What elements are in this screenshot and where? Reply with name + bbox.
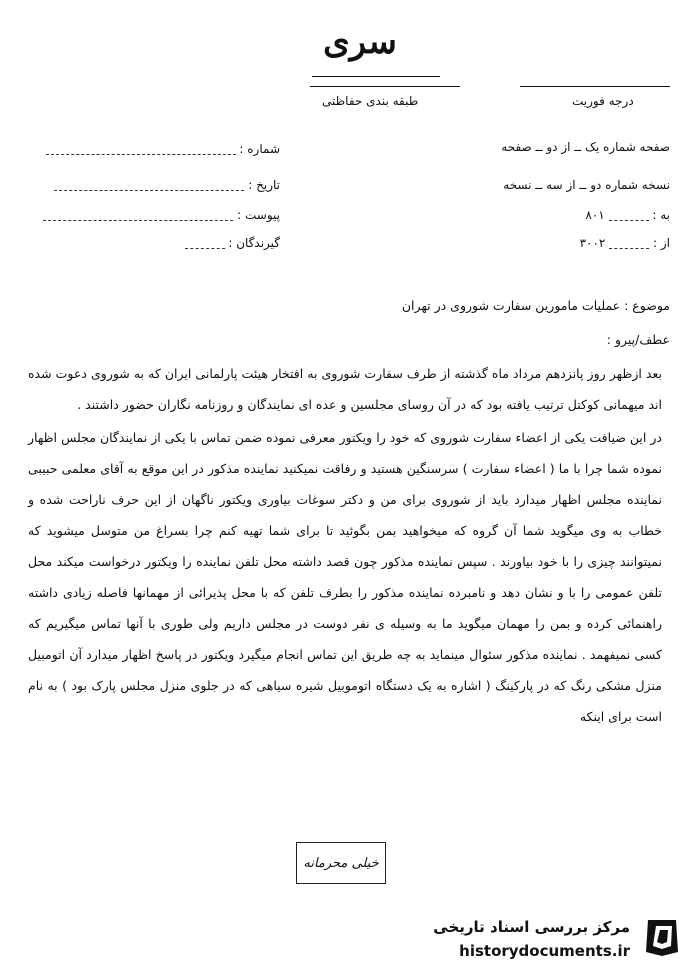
field-label: صفحه شماره: [603, 140, 670, 154]
signature-stamp: خیلی محرمانه: [296, 842, 386, 884]
watermark-title: مرکز بررسی اسناد تاریخی: [433, 918, 630, 936]
field-dash: [185, 238, 225, 249]
header-field-page: [501, 140, 670, 154]
header-field-from: [580, 236, 670, 250]
field-value: ۸۰۱: [585, 208, 605, 222]
subject-line: موضوع : عملیات مامورین سفارت شوروی در تهران: [401, 298, 670, 313]
field-label: تاریخ :: [248, 178, 280, 192]
classification-line: [310, 86, 460, 87]
field-value: دو ــ از سه ــ نسخه: [503, 178, 602, 192]
field-label: پیوست :: [237, 208, 280, 222]
header-field-number: [40, 142, 280, 156]
header-field-date: [40, 178, 280, 192]
field-dash: [609, 210, 649, 221]
field-label: گیرندگان :: [228, 236, 280, 250]
document-title: سری: [323, 22, 397, 62]
reference-line: عطف/پیرو :: [606, 332, 670, 347]
body-paragraph: بعد ازظهر روز پانزدهم مرداد ماه گذشته از طرف سفارت شوروی به افتخار هیئت پارلمانی ایران که به شوروی دعوت شده اند میهمانی کوکتل ترتیب یافته بود که در آن روسای مجلسین و عده ای نمایندگان و روزنامه نگاران حضور داشتند .: [28, 366, 662, 412]
field-dash: [609, 238, 649, 249]
classification-label: طبقه بندی حفاظتی: [322, 94, 419, 108]
field-label: نسخه شماره: [605, 178, 670, 192]
field-value: یک ــ از دو ــ صفحه: [501, 140, 600, 154]
header-field-recipients: [160, 236, 280, 250]
header-field-to: [585, 208, 670, 222]
field-label: از :: [653, 236, 670, 250]
letter-body: [28, 358, 662, 734]
field-dash: [43, 210, 233, 221]
field-dash: [46, 144, 236, 155]
field-value: ۳۰۰۲: [579, 236, 606, 250]
urgency-line: [520, 86, 670, 87]
field-label: به :: [652, 208, 670, 222]
urgency-label: درجه فوریت: [572, 94, 634, 108]
field-label: شماره :: [239, 142, 280, 156]
field-dash: [54, 180, 244, 191]
header-field-copy: [503, 178, 670, 192]
watermark-url: historydocuments.ir: [459, 942, 630, 960]
title-underline: [312, 76, 440, 77]
archive-logo-icon: [638, 912, 686, 960]
header-field-attachment: [40, 208, 280, 222]
body-paragraph: در این ضیافت یکی از اعضاء سفارت شوروی که خود را ویکتور معرفی نموده ضمن تماس با یکی از نمایندگان مجلس اظهار نموده شما چرا با ما ( اعضاء سفارت ) سرسنگین هستید و رفاقت نمیکنید نماینده مذکور در این موقع به آقای معلمی حبیبی نماینده مجلس اظهار میدارد باید از شوروی برای من و دکتر سوغات بیاوری ویکتور ناگهان از این حرف ناراحت شده و خطاب به وی میگوید شما آن گروه که میخواهید بمن بگوئید تا برای شما تهیه کنم چرا بسراغ من متوسل میشوید که نمیتوانند چیزی را با خود بیاورند . سپس نماینده مذکور چون قصد داشته محل تلفن نماینده را ویکتور درخواست میکند محل تلفن عمومی را با و نشان دهد و نامبرده نماینده مذکور را بطرف تلفن که با محل پذیرائی از مهمانها فاصله زیادی داشته راهنمائی کرده و بمن را مهمان میگوید ما به وسیله ی نفر دوست در مجلس داریم ولی طوری با آنها تماس میگیریم که کسی نمیفهمد . نماینده مذکور سئوال مینماید به چه طریق این تماس انجام میگیرد ویکتور در پاسخ اظهار میدارد آن اتومبیل منزل مشکی رنگ که در پارکینگ ( اشاره به یک دستگاه اتوموبیل شیره سیاهی که در جلوی منزل مجلس پارک بود ) به نام است برای اینکه: [28, 430, 662, 724]
